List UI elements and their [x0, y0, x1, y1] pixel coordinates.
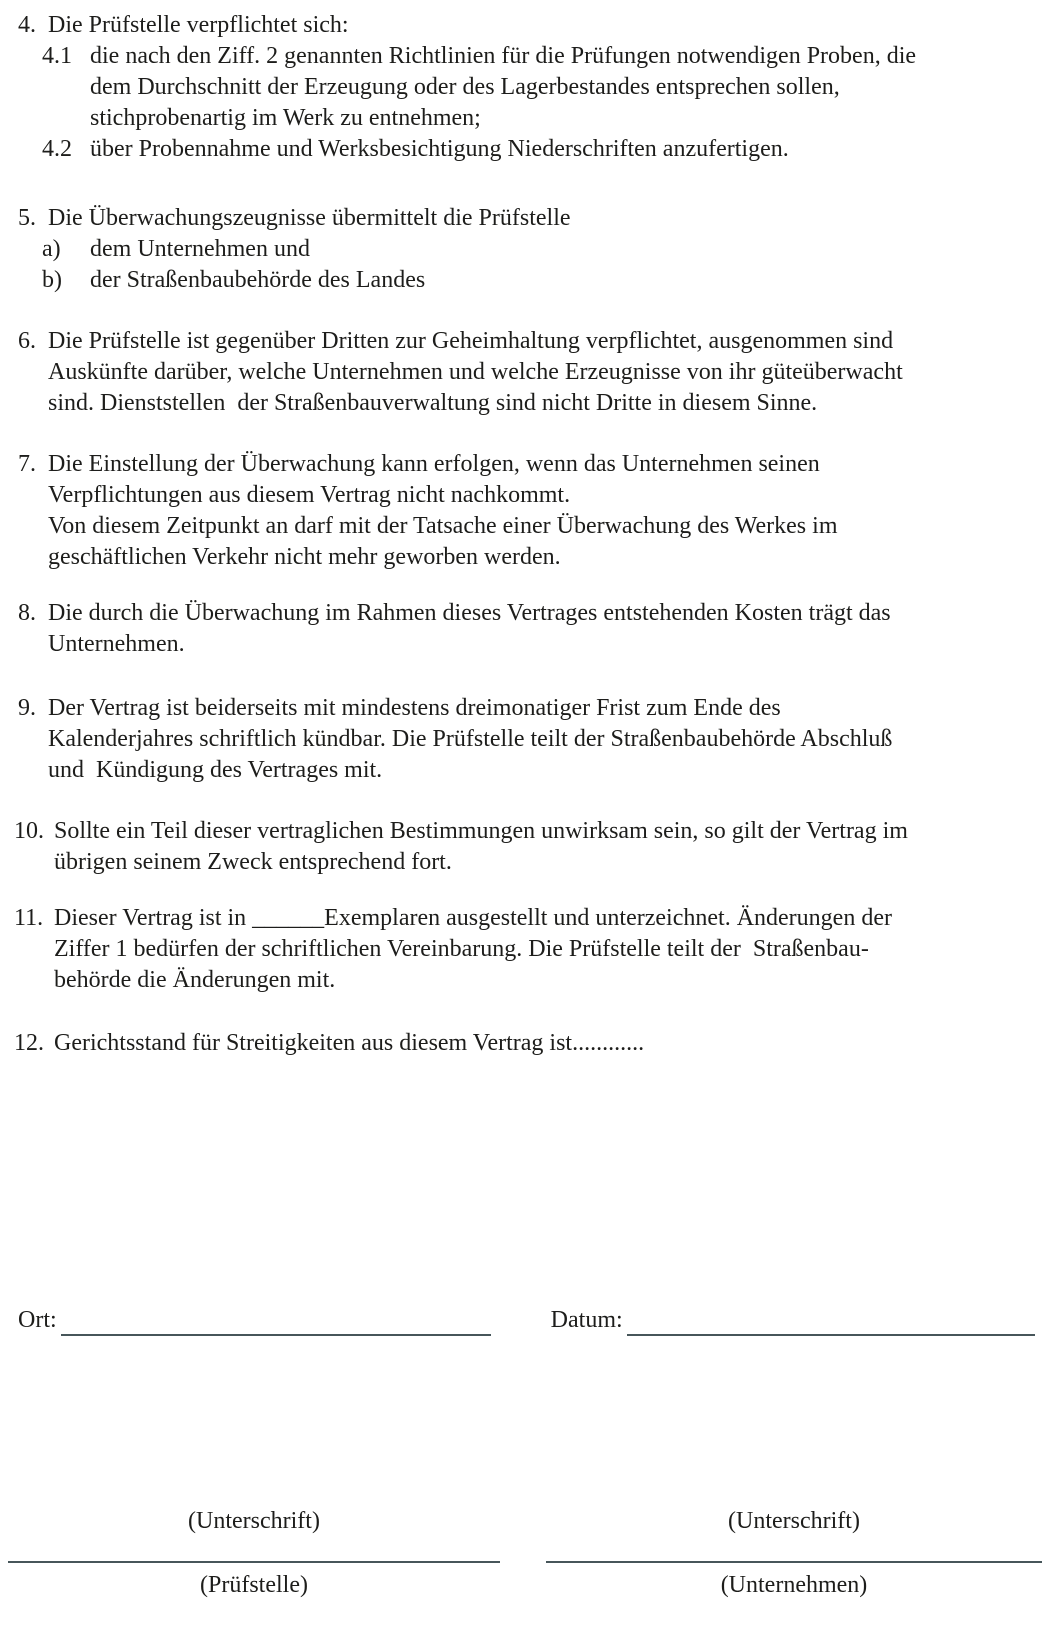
clause-7 — [0, 449, 1062, 573]
clause-11-line: behörde die Änderungen mit. — [54, 967, 336, 993]
pruefstelle-label: (Prüfstelle) — [200, 1572, 308, 1598]
clause-9-number: 9. — [18, 695, 36, 721]
clause-5-number: 5. — [18, 205, 36, 231]
clause-11-line: Ziffer 1 bedürfen der schriftlichen Vereinbarung. Die Prüfstelle teilt der Straßenbau- — [54, 936, 869, 962]
clause-5-b-line: der Straßenbaubehörde des Landes — [90, 267, 426, 293]
clause-6 — [0, 326, 1062, 419]
clause-4 — [0, 10, 1062, 41]
clause-4-1 — [0, 41, 1062, 134]
clause-9 — [0, 693, 1062, 786]
ort-fill-line[interactable] — [61, 1309, 491, 1336]
clause-6-line: Auskünfte darüber, welche Unternehmen und welche Erzeugnisse von ihr güteüberwacht — [48, 359, 903, 385]
clause-9-line: und Kündigung des Vertrages mit. — [48, 757, 383, 783]
clause-7-line: Die Einstellung der Überwachung kann erfolgen, wenn das Unternehmen seinen — [48, 451, 820, 477]
clause-4-1-line: stichprobenartig im Werk zu entnehmen; — [90, 105, 481, 131]
clause-7-number: 7. — [18, 451, 36, 477]
unternehmen-label: (Unternehmen) — [720, 1572, 868, 1598]
clause-9-line: Der Vertrag ist beiderseits mit mindestens dreimonatiger Frist zum Ende des — [48, 695, 781, 721]
clause-6-line: sind. Dienststellen der Straßenbauverwaltung sind nicht Dritte in diesem Sinne. — [48, 390, 818, 416]
clause-12-line: Gerichtsstand für Streitigkeiten aus diesem Vertrag ist............ — [54, 1030, 645, 1056]
clause-4-1-number: 4.1 — [42, 43, 72, 69]
clause-4-number: 4. — [18, 12, 36, 38]
clause-6-line: Die Prüfstelle ist gegenüber Dritten zur Geheimhaltung verpflichtet, ausgenommen sind — [48, 328, 894, 354]
clause-5-a-line: dem Unternehmen und — [90, 236, 310, 262]
clause-5-b — [0, 265, 1062, 296]
clause-10-line: Sollte ein Teil dieser vertraglichen Bestimmungen unwirksam sein, so gilt der Vertrag im — [54, 818, 908, 844]
clause-10-number: 10. — [14, 818, 44, 844]
clause-8-line: Die durch die Überwachung im Rahmen dieses Vertrages entstehenden Kosten trägt das — [48, 600, 891, 626]
clause-8-line: Unternehmen. — [48, 631, 185, 657]
clause-11-number: 11. — [14, 905, 44, 931]
left-unterschrift-label: (Unterschrift) — [188, 1508, 320, 1534]
clause-12 — [0, 1028, 1062, 1059]
clause-7-line: geschäftlichen Verkehr nicht mehr geworben werden. — [48, 544, 561, 570]
left-signature-line[interactable] — [8, 1561, 500, 1563]
right-signature-line[interactable] — [546, 1561, 1042, 1563]
clause-5-a — [0, 234, 1062, 265]
clause-5-a-marker: a) — [42, 236, 61, 262]
datum-fill-line[interactable] — [627, 1309, 1035, 1336]
ort-label: Ort: — [18, 1307, 57, 1333]
clause-5-b-marker: b) — [42, 267, 62, 293]
clause-4-1-line: dem Durchschnitt der Erzeugung oder des Lagerbestandes entsprechen sollen, — [90, 74, 840, 100]
clause-5-heading: Die Überwachungszeugnisse übermittelt die Prüfstelle — [48, 205, 571, 231]
clause-8-number: 8. — [18, 600, 36, 626]
clause-10-line: übrigen seinem Zweck entsprechend fort. — [54, 849, 452, 875]
clause-4-2 — [0, 134, 1062, 165]
datum-label: Datum: — [550, 1307, 623, 1333]
ort-datum-row — [18, 1305, 1062, 1336]
clause-10 — [0, 816, 1062, 878]
clause-11-line: Dieser Vertrag ist in ______Exemplaren ausgestellt und unterzeichnet. Änderungen der — [54, 905, 892, 931]
clause-9-line: Kalenderjahres schriftlich kündbar. Die Prüfstelle teilt der Straßenbaubehörde Abschluß — [48, 726, 893, 752]
clause-8 — [0, 598, 1062, 660]
clause-5 — [0, 203, 1062, 234]
clause-6-number: 6. — [18, 328, 36, 354]
clause-4-heading: Die Prüfstelle verpflichtet sich: — [48, 12, 349, 38]
clause-7-line: Verpflichtungen aus diesem Vertrag nicht nachkommt. — [48, 482, 571, 508]
clause-4-1-line: die nach den Ziff. 2 genannten Richtlinien für die Prüfungen notwendigen Proben, die — [90, 43, 917, 69]
right-unterschrift-label: (Unterschrift) — [728, 1508, 860, 1534]
clause-4-2-line: über Probennahme und Werksbesichtigung Niederschriften anzufertigen. — [90, 136, 789, 162]
clause-4-2-number: 4.2 — [42, 136, 72, 162]
clause-7-line: Von diesem Zeitpunkt an darf mit der Tatsache einer Überwachung des Werkes im — [48, 513, 838, 539]
clause-11 — [0, 903, 1062, 996]
clause-12-number: 12. — [14, 1030, 44, 1056]
